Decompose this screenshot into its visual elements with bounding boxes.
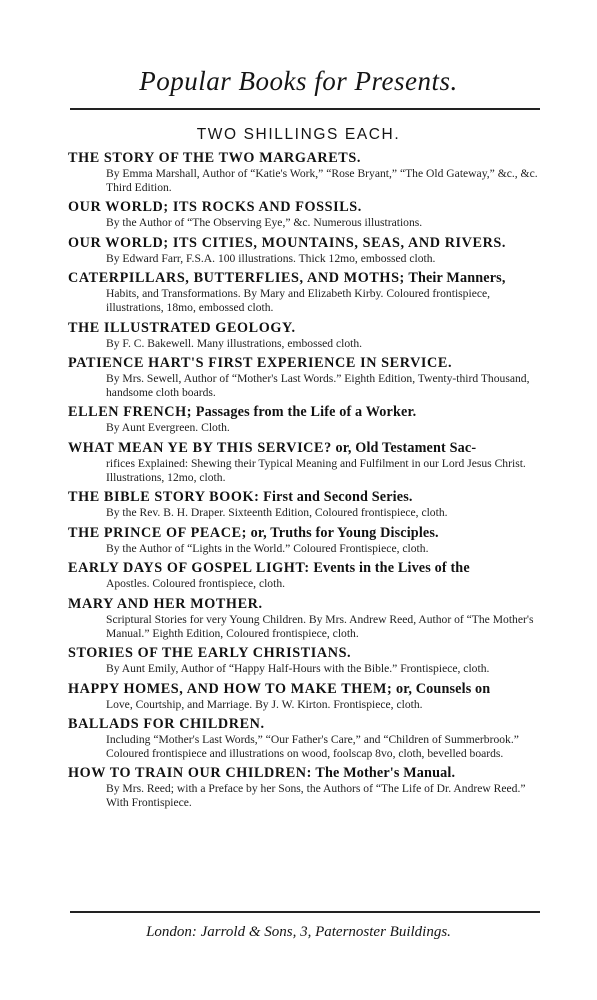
book-entry: [68, 199, 544, 230]
book-entry: [68, 681, 544, 712]
book-title-rest: First and Second Series.: [259, 489, 413, 506]
book-title: [68, 404, 544, 421]
book-title-caps: BALLADS FOR CHILDREN.: [68, 716, 265, 733]
book-title: [68, 681, 544, 698]
book-title-rest: The Mother's Manual.: [311, 765, 456, 782]
book-description: By the Rev. B. H. Draper. Sixteenth Edition, Coloured frontispiece, cloth.: [106, 506, 448, 520]
book-title-caps: CATERPILLARS, BUTTERFLIES, AND MOTHS;: [68, 270, 405, 287]
book-entry: [68, 525, 544, 556]
book-title: [68, 199, 544, 216]
book-entry: [68, 320, 544, 351]
page-title: Popular Books for Presents.: [139, 66, 458, 96]
book-title-rest: or, Truths for Young Disciples.: [246, 524, 439, 541]
book-title-caps: THE ILLUSTRATED GEOLOGY.: [68, 319, 296, 336]
book-title: [68, 489, 544, 506]
book-entry: [68, 150, 544, 194]
top-rule: [70, 108, 540, 110]
book-description: By Mrs. Sewell, Author of “Mother's Last Words.” Eighth Edition, Twenty-third Thousand, handsome cloth boards.: [106, 372, 530, 399]
book-entry: [68, 645, 544, 676]
book-title-rest: Events in the Lives of the: [309, 560, 470, 577]
book-description: By F. C. Bakewell. Many illustrations, embossed cloth.: [106, 336, 363, 350]
book-title-rest: or, Counsels on: [392, 680, 491, 697]
book-description: Love, Courtship, and Marriage. By J. W. Kirton. Frontispiece, cloth.: [106, 697, 423, 711]
book-title-caps: THE PRINCE OF PEACE;: [68, 524, 247, 541]
publisher-imprint: London: Jarrold & Sons, 3, Paternoster Buildings.: [146, 924, 451, 940]
book-title: [68, 525, 544, 542]
book-title-caps: OUR WORLD; ITS CITIES, MOUNTAINS, SEAS, AND RIVERS.: [68, 234, 507, 251]
book-entry: [68, 355, 544, 399]
book-title-rest: or, Old Testament Sac-: [331, 439, 477, 456]
book-entry: [68, 716, 544, 760]
book-description: By Edward Farr, F.S.A. 100 illustrations. Thick 12mo, embossed cloth.: [106, 251, 436, 265]
book-title: [68, 440, 544, 457]
book-title-rest: Passages from the Life of a Worker.: [192, 404, 417, 421]
price-section-heading: TWO SHILLINGS EACH.: [196, 126, 401, 143]
book-list: [68, 150, 544, 815]
book-description: By Aunt Evergreen. Cloth.: [106, 421, 230, 435]
book-title-caps: EARLY DAYS OF GOSPEL LIGHT:: [68, 560, 310, 577]
book-title-caps: THE STORY OF THE TWO MARGARETS.: [68, 150, 361, 166]
book-description: By the Author of “Lights in the World.” Coloured Frontispiece, cloth.: [106, 541, 429, 555]
book-description: By Emma Marshall, Author of “Katie's Work,” “Rose Bryant,” “The Old Gateway,” &c., &c. Third Edition.: [106, 167, 538, 194]
book-entry: [68, 404, 544, 435]
book-description: Habits, and Transformations. By Mary and Elizabeth Kirby. Coloured frontispiece, illustrations, 18mo, embossed cloth.: [106, 287, 491, 314]
book-description: Apostles. Coloured frontispiece, cloth.: [106, 577, 286, 591]
book-description: By the Author of “The Observing Eye,” &c. Numerous illustrations.: [106, 216, 423, 230]
book-description: By Aunt Emily, Author of “Happy Half-Hours with the Bible.” Frontispiece, cloth.: [106, 662, 490, 676]
book-entry: [68, 560, 544, 591]
book-title-caps: HAPPY HOMES, AND HOW TO MAKE THEM;: [68, 680, 393, 697]
book-title: [68, 270, 544, 287]
book-description: Scriptural Stories for very Young Children. By Mrs. Andrew Reed, Author of “The Mother's Manual.” Eighth Edition, Coloured frontispiece, cloth.: [106, 612, 534, 640]
book-title: [68, 645, 544, 662]
book-title-caps: STORIES OF THE EARLY CHRISTIANS.: [68, 645, 352, 662]
bottom-rule: [70, 911, 540, 913]
book-entry: [68, 765, 544, 809]
book-title: [68, 560, 544, 577]
book-entry: [68, 270, 544, 314]
book-title: [68, 320, 544, 337]
book-title: [68, 355, 544, 372]
book-description: By Mrs. Reed; with a Preface by her Sons, the Authors of “The Life of Dr. Andrew Reed.” With Frontispiece.: [106, 782, 526, 810]
book-title-rest: Their Manners,: [404, 270, 506, 287]
book-title: [68, 765, 544, 782]
book-title-caps: PATIENCE HART'S FIRST EXPERIENCE IN SERVICE.: [68, 355, 453, 372]
book-entry: [68, 440, 544, 484]
book-description: rifices Explained: Shewing their Typical Meaning and Fulfilment in our Lord Jesus Christ. Illustrations, 12mo, cloth.: [106, 456, 526, 484]
book-title-caps: MARY AND HER MOTHER.: [68, 595, 263, 612]
book-title: [68, 716, 544, 733]
book-entry: [68, 235, 544, 266]
book-entry: [68, 596, 544, 640]
book-title-caps: THE BIBLE STORY BOOK:: [68, 489, 260, 506]
book-title: [68, 596, 544, 613]
book-entry: [68, 489, 544, 520]
book-title-caps: WHAT MEAN YE BY THIS SERVICE?: [68, 439, 332, 456]
book-title-caps: HOW TO TRAIN OUR CHILDREN:: [68, 765, 312, 782]
book-title-caps: OUR WORLD; ITS ROCKS AND FOSSILS.: [68, 199, 362, 216]
book-title: [68, 235, 544, 252]
book-title: [68, 150, 544, 167]
book-title-caps: ELLEN FRENCH;: [68, 404, 193, 421]
book-description: Including “Mother's Last Words,” “Our Father's Care,” and “Children of Summerbrook.” Coloured frontispiece and illustrations on wood, foolscap 8vo, cloth, bevelled boards.: [106, 733, 519, 760]
